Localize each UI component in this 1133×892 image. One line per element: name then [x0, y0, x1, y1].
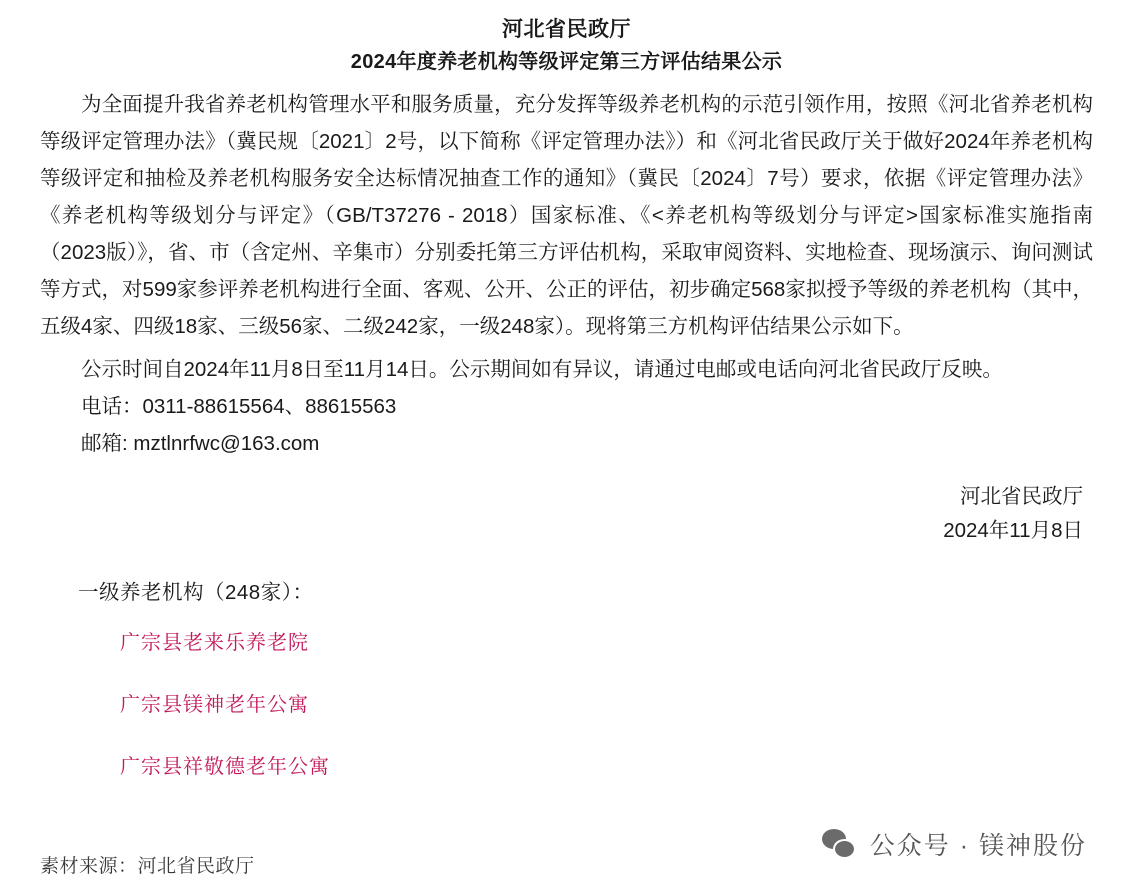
section-heading-level-one: 一级养老机构（248家）：: [78, 581, 314, 604]
contact-phone: 电话：0311-88615564、88615563: [81, 395, 397, 418]
contact-email: 邮箱: mztlnrfwc@163.com: [81, 432, 320, 455]
organization-list: [120, 628, 1093, 782]
document-title-secondary: 2024年度养老机构等级评定第三方评估结果公示: [350, 51, 783, 73]
list-item: 广宗县祥敬德老年公寓: [120, 756, 330, 778]
wechat-icon: [822, 829, 856, 859]
signature-block: [40, 480, 1093, 548]
paragraph-intro: 为全面提升我省养老机构管理水平和服务质量，充分发挥等级养老机构的示范引领作用，按照《河北省养老机构等级评定管理办法》（冀民规〔2021〕2号，以下简称《评定管理办法》）和《河北省民政厅关于做好2024年养老机构等级评定和抽检及养老机构服务安全达标情况抽查工作的通知》（冀民〔2024〕7号）要求，依据《评定管理办法》《养老机构等级划分与评定》（GB/T37276 - 2018）国家标准、《<养老机构等级划分与评定>国家标准实施指南（2023版）》，省、市（含定州、辛集市）分别委托第三方评估机构，采取审阅资料、实地检查、现场演示、询问测试等方式，对599家参评养老机构进行全面、客观、公开、公正的评估，初步确定568家拟授予等级的养老机构（其中，五级4家、四级18家、三级56家、二级242家，一级248家）。现将第三方机构评估结果公示如下。: [40, 93, 1093, 338]
watermark: [822, 826, 1087, 862]
title-block: [40, 14, 1093, 78]
signature-organization: 河北省民政厅: [960, 485, 1083, 508]
source-attribution: 素材来源：河北省民政厅: [40, 856, 255, 877]
list-item: 广宗县镁神老年公寓: [120, 694, 309, 716]
document-title-primary: 河北省民政厅: [502, 18, 631, 41]
watermark-label: 公众号 · 镁神股份: [869, 832, 1087, 860]
list-item: 广宗县老来乐养老院: [120, 632, 309, 654]
signature-date: 2024年11月8日: [943, 519, 1083, 542]
paragraph-notice-period: 公示时间自2024年11月8日至11月14日。公示期间如有异议，请通过电邮或电话向河北省民政厅反映。: [81, 358, 1003, 381]
